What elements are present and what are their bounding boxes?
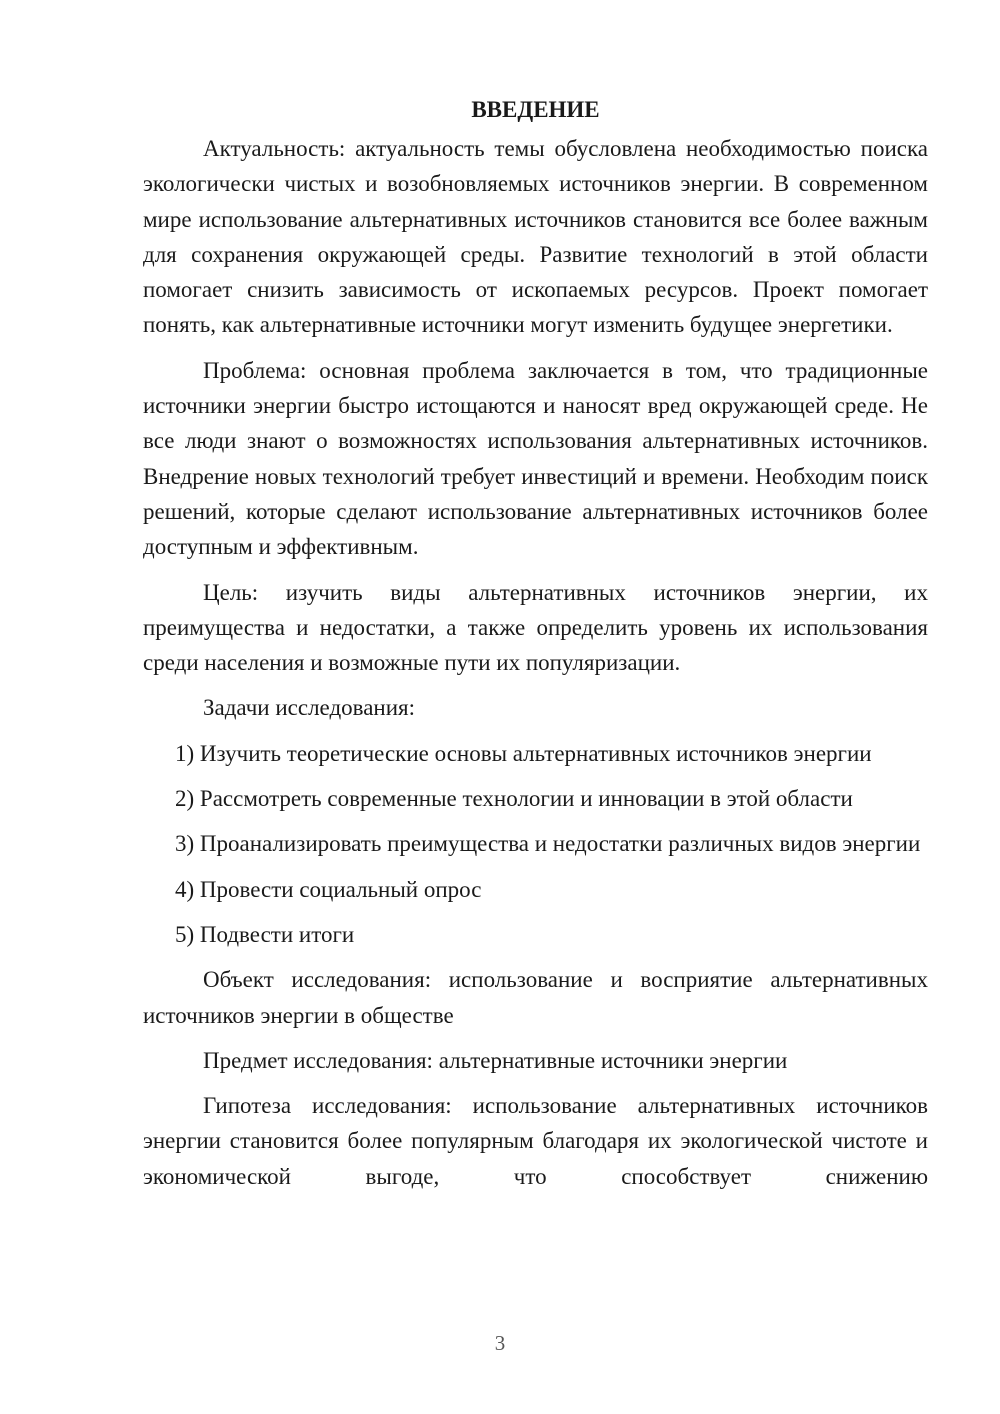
- hypothesis-paragraph: Гипотеза исследования: использование альтернативных источников энергии становится более популярным благодаря их экологической чистоте и экономической выгоде, что способствует снижению: [143, 1093, 928, 1189]
- relevance-paragraph: Актуальность: актуальность темы обусловлена необходимостью поиска экологически чистых и возобновляемых источников энергии. В современном мире использование альтернативных источников становится все более важным для сохранения окружающей среды. Развитие технологий в этой области помогает снизить зависимость от ископаемых ресурсов. Проект помогает понять, как альтернативные источники могут изменить будущее энергетики.: [143, 136, 928, 338]
- goal-paragraph: Цель: изучить виды альтернативных источников энергии, их преимущества и недостатки, а также определить уровень их использования среди населения и возможные пути их популяризации.: [143, 579, 928, 676]
- task-item-2: 2) Рассмотреть современные технологии и инновации в этой области: [175, 786, 853, 812]
- page-number: 3: [494, 1331, 506, 1355]
- tasks-title: Задачи исследования:: [203, 695, 416, 721]
- section-heading: ВВЕДЕНИЕ: [471, 97, 600, 122]
- task-item-5: 5) Подвести итоги: [175, 921, 355, 947]
- document-page: [143, 92, 928, 1204]
- problem-paragraph: Проблема: основная проблема заключается в том, что традиционные источники энергии быстро истощаются и наносят вред окружающей среде. Не все люди знают о возможностях использования альтернативных источников. Внедрение новых технологий требует инвестиций и времени. Необходим поиск решений, которые сделают использование альтернативных источников более доступным и эффективным.: [143, 357, 928, 560]
- object-paragraph: Объект исследования: использование и восприятие альтернативных источников энергии в обществе: [143, 967, 928, 1028]
- task-item-1: 1) Изучить теоретические основы альтернативных источников энергии: [175, 740, 872, 766]
- task-item-4: 4) Провести социальный опрос: [175, 876, 482, 902]
- subject-paragraph: Предмет исследования: альтернативные источники энергии: [203, 1047, 788, 1073]
- task-item-3: 3) Проанализировать преимущества и недостатки различных видов энергии: [175, 831, 921, 857]
